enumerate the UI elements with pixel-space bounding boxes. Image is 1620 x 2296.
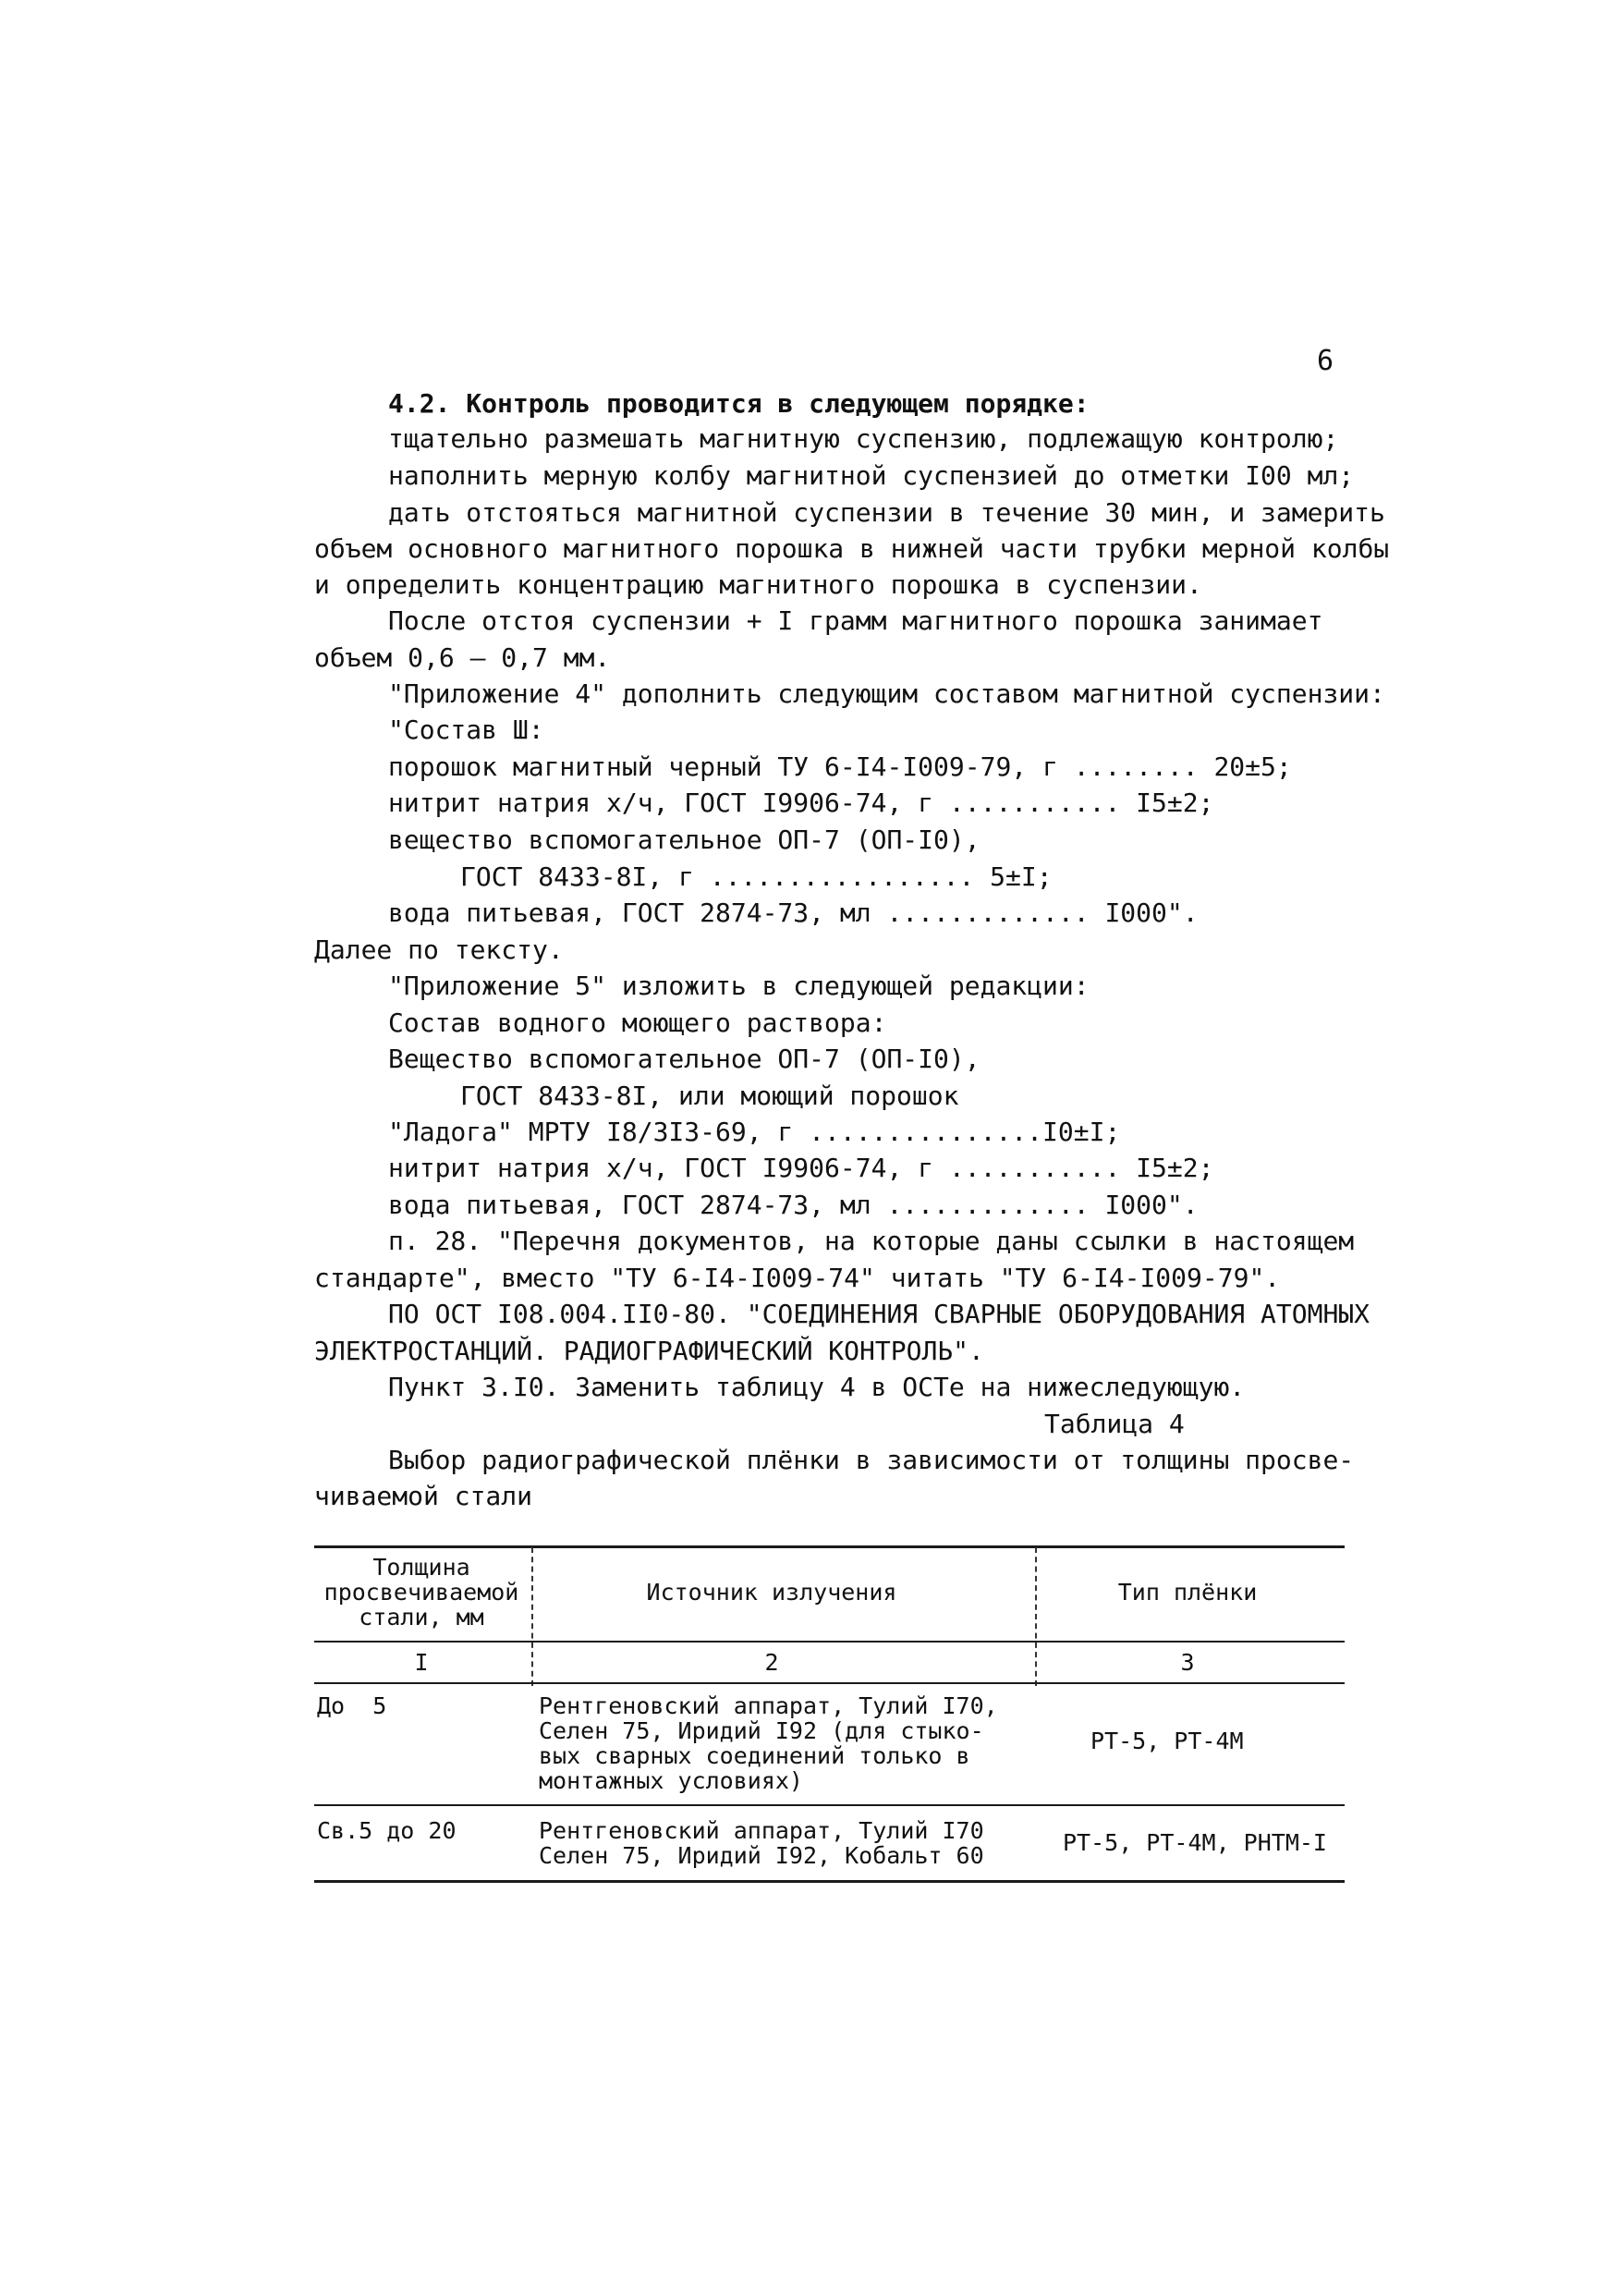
composition-line: вода питьевая, ГОСТ 2874-73, мл ............. I000". <box>388 1190 1199 1220</box>
paragraph-line: п. 28. "Перечня документов, на которые даны ссылки в настоящем <box>388 1226 1355 1256</box>
column-number: I <box>414 1649 429 1676</box>
paragraph-line: "Приложение 5" изложить в следующей редакции: <box>388 971 1090 1001</box>
source-cell: Рентгеновский аппарат, Тулий I70 Селен 75, Иридий I92, Кобальт 60 <box>539 1817 984 1869</box>
film-cell: РТ-5, РТ-4М, РНТМ-I <box>1063 1829 1327 1856</box>
paragraph-line: 4.2. Контроль проводится в следующем порядке: <box>388 388 1090 419</box>
paragraph-line: "Состав Ш: <box>388 714 544 745</box>
paragraph-line: объем основного магнитного порошка в нижней части трубки мерной колбы <box>314 533 1390 564</box>
table-rule <box>314 1682 1345 1684</box>
composition-line: ГОСТ 8433-8I, г ................. 5±I; <box>460 861 1053 892</box>
thickness-cell: До 5 <box>317 1692 387 1719</box>
paragraph-line: ЭЛЕКТРОСТАНЦИЙ. РАДИОГРАФИЧЕСКИЙ КОНТРОЛЬ". <box>314 1336 984 1366</box>
paragraph-line: ПО ОСТ I08.004.II0-80. "СОЕДИНЕНИЯ СВАРНЫЕ ОБОРУДОВАНИЯ АТОМНЫХ <box>388 1299 1370 1329</box>
table-rule <box>314 1804 1345 1806</box>
composition-line: Вещество вспомогательное ОП-7 (ОП-I0), <box>388 1044 981 1074</box>
composition-line: порошок магнитный черный ТУ 6-I4-I009-79, г ........ 20±5; <box>388 751 1292 782</box>
column-separator <box>531 1547 533 1686</box>
paragraph-line: стандарте", вместо "ТУ 6-I4-I009-74" читать "ТУ 6-I4-I009-79". <box>314 1263 1281 1293</box>
paragraph-line: Пункт 3.I0. Заменить таблицу 4 в ОСТе на нижеследующую. <box>388 1372 1246 1402</box>
table-caption: Таблица 4 <box>1044 1409 1185 1439</box>
paragraph-line: Далее по тексту. <box>314 934 564 965</box>
table-rule-bottom <box>314 1880 1345 1883</box>
column-header-film: Тип плёнки <box>1117 1579 1258 1606</box>
thickness-cell: Св.5 до 20 <box>317 1817 457 1844</box>
paragraph-line: "Приложение 4" дополнить следующим составом магнитной суспензии: <box>388 678 1385 709</box>
paragraph-line: объем 0,6 – 0,7 мм. <box>314 642 611 673</box>
table-title: Выбор радиографической плёнки в зависимости от толщины просве- <box>388 1445 1355 1475</box>
paragraph-line: Состав водного моющего раствора: <box>388 1008 887 1038</box>
column-number: 3 <box>1180 1649 1195 1676</box>
composition-line: ГОСТ 8433-8I, или моющий порошок <box>460 1081 959 1111</box>
source-cell: Рентгеновский аппарат, Тулий I70, Селен 75, Иридий I92 (для стыко- вых сварных соединений только в монтажных условиях) <box>539 1692 998 1794</box>
composition-line: нитрит натрия х/ч, ГОСТ I9906-74, г ........... I5±2; <box>388 788 1214 818</box>
paragraph-line: После отстоя суспензии + I грамм магнитного порошка занимает <box>388 605 1323 636</box>
page-number: 6 <box>1317 345 1334 377</box>
paragraph-line: и определить концентрацию магнитного порошка в суспензии. <box>314 569 1202 600</box>
paragraph-line: наполнить мерную колбу магнитной суспензией до отметки I00 мл; <box>388 460 1355 491</box>
composition-line: нитрит натрия х/ч, ГОСТ I9906-74, г ........... I5±2; <box>388 1153 1214 1183</box>
paragraph-line: дать отстояться магнитной суспензии в течение 30 мин, и замерить <box>388 497 1385 528</box>
composition-line: "Ладога" МРТУ I8/3I3-69, г ...............I0±I; <box>388 1117 1121 1147</box>
paragraph-line: тщательно размешать магнитную суспензию, подлежащую контролю; <box>388 423 1339 454</box>
composition-line: вода питьевая, ГОСТ 2874-73, мл ............. I000". <box>388 898 1199 928</box>
table-rule-top <box>314 1545 1345 1548</box>
film-cell: РТ-5, РТ-4М <box>1090 1728 1244 1754</box>
column-number: 2 <box>764 1649 779 1676</box>
column-header-thickness: Толщина просвечиваемой стали, мм <box>323 1554 519 1630</box>
table-rule <box>314 1641 1345 1643</box>
column-separator <box>1035 1547 1037 1686</box>
composition-line: вещество вспомогательное ОП-7 (ОП-I0), <box>388 824 981 855</box>
column-header-source: Источник излучения <box>646 1579 897 1606</box>
table-title: чиваемой стали <box>314 1481 533 1511</box>
